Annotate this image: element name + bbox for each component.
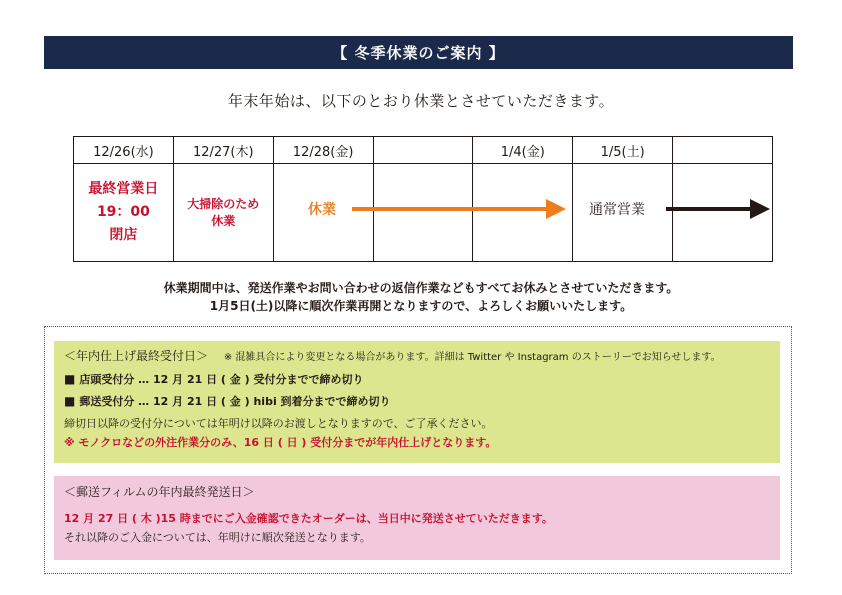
closure-note-line1: 休業期間中は、発送作業やお問い合わせの返信作業などもすべてお休みとさせていただきます。 bbox=[163, 281, 679, 295]
cleanup-closed: 休業 bbox=[211, 213, 236, 228]
cleanup-label: 大掃除のため bbox=[187, 196, 260, 211]
deadline-title: ＜年内仕上げ最終受付日＞ bbox=[64, 349, 209, 363]
shipping-title: ＜郵送フィルムの年内最終発送日＞ bbox=[64, 485, 255, 499]
closure-note-line2: 1月5日(土)以降に順次作業再開となりますので、よろしくお願いいたします。 bbox=[209, 299, 633, 313]
square-bullet-icon: ■ bbox=[64, 394, 76, 408]
shipping-red-line: 12 月 27 日 ( 木 )15 時までにご入金確認できたオーダーは、当日中に発送させていただきます。 bbox=[64, 512, 553, 525]
holiday-calendar bbox=[73, 136, 773, 262]
deadline-item-store-text: 店頭受付分 … 12 月 21 日 ( 金 ) 受付分までで締め切り bbox=[79, 373, 364, 386]
date-cell bbox=[673, 137, 773, 164]
reopen-label: 通常営業 bbox=[589, 202, 645, 218]
deadline-title-note: ※ 混雑具合により変更となる場合があります。詳細は Twitter や Instagram のストーリーでお知らせします。 bbox=[223, 352, 721, 363]
date-cell: 12/28(金) bbox=[273, 137, 373, 164]
intro-text: 年末年始は、以下のとおり休業とさせていただきます。 bbox=[227, 92, 615, 110]
status-cell bbox=[373, 164, 473, 262]
banner-title: 【 冬季休業のご案内 】 bbox=[332, 44, 505, 62]
deadline-title-row bbox=[64, 347, 770, 367]
square-bullet-icon: ■ bbox=[64, 372, 76, 386]
date-cell: 12/26(水) bbox=[74, 137, 174, 164]
date-cell: 1/5(土) bbox=[573, 137, 673, 164]
last-day-closing: 閉店 bbox=[109, 227, 138, 243]
calendar-date-row bbox=[74, 137, 773, 164]
shipping-body: それ以降のご入金については、年明けに順次発送となります。 bbox=[64, 531, 371, 544]
cleanup-cell bbox=[173, 164, 273, 262]
notice-banner bbox=[44, 36, 793, 69]
date-cell: 1/4(金) bbox=[473, 137, 573, 164]
last-day-label: 最終営業日 bbox=[88, 181, 159, 197]
last-day-time: 19：00 bbox=[96, 204, 150, 220]
last-day-cell bbox=[74, 164, 174, 262]
date-cell bbox=[373, 137, 473, 164]
deadline-red-note: ※ モノクロなどの外注作業分のみ、16 日 ( 日 ) 受付分までが年内仕上げとなります。 bbox=[64, 436, 497, 449]
date-cell: 12/27(木) bbox=[173, 137, 273, 164]
deadline-item-mail bbox=[64, 392, 770, 411]
year-end-deadline-box bbox=[54, 341, 780, 463]
status-cell bbox=[473, 164, 573, 262]
calendar-status-row bbox=[74, 164, 773, 262]
closed-period-label: 休業 bbox=[308, 202, 336, 218]
deadline-body: 締切日以降の受付分については年明け以降のお渡しとなりますので、ご了承ください。 bbox=[64, 417, 493, 430]
mail-film-shipping-box bbox=[54, 476, 780, 560]
deadline-item-mail-text: 郵送受付分 … 12 月 21 日 ( 金 ) hibi 到着分までで締め切り bbox=[79, 395, 391, 408]
deadline-item-store bbox=[64, 370, 770, 389]
status-cell bbox=[673, 164, 773, 262]
